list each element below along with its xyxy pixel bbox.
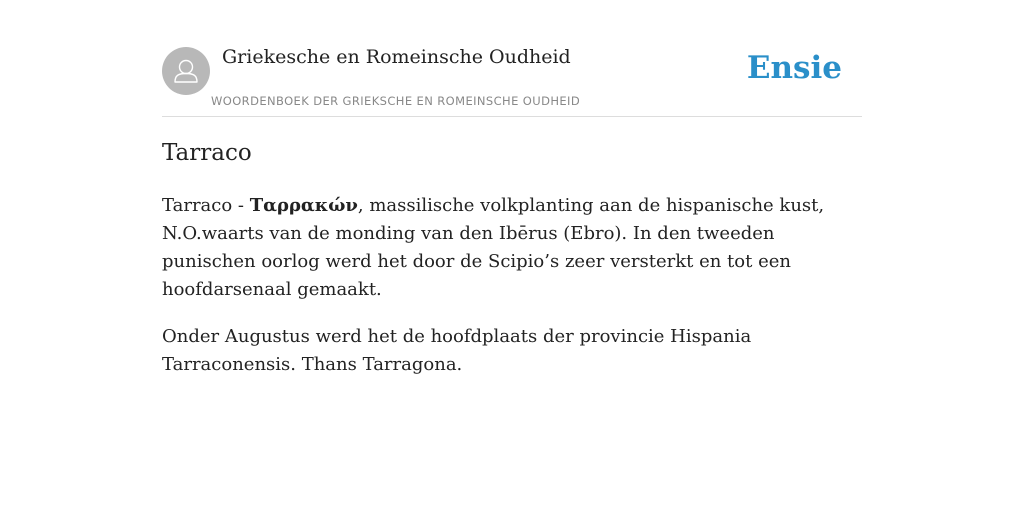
entry-body <box>162 192 862 398</box>
user-icon <box>162 47 210 95</box>
avatar[interactable] <box>162 47 210 95</box>
entry-paragraph: Onder Augustus werd het de hoofdplaats der provincie Hispania Tarraconensis. Thans Tarragona. <box>162 326 752 375</box>
brand-logo[interactable]: Ensie <box>746 50 842 86</box>
greek-term: Ταρρακών <box>249 195 358 216</box>
entry-paragraph <box>162 192 862 304</box>
entry-lead: Tarraco - <box>162 195 250 216</box>
page <box>162 0 862 375</box>
entry-title: Tarraco <box>162 140 252 166</box>
site-title[interactable]: Griekesche en Romeinsche Oudheid <box>222 46 571 68</box>
site-subtitle: WOORDENBOEK DER GRIEKSCHE EN ROMEINSCHE OUDHEID <box>211 94 581 108</box>
entry-text: , massilische volkplanting aan de hispanische kust, N.O.waarts van de monding van den Ibērus (Ebro). In den tweeden punischen oorlog werd het door de Scipio’s zeer versterkt en tot een hoofdarsenaal gemaakt. <box>162 195 825 300</box>
header <box>162 0 862 117</box>
